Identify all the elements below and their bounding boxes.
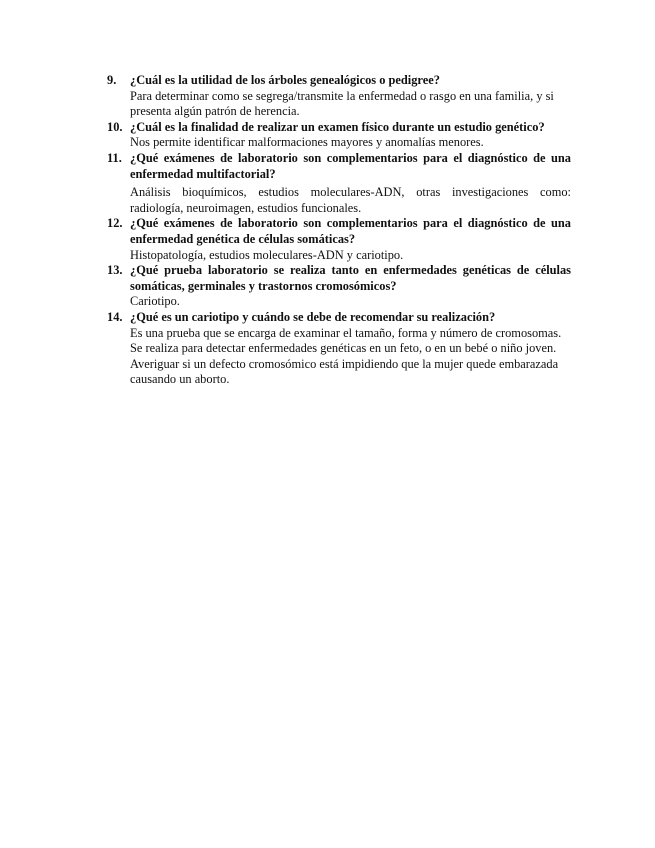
question-number: 13. [107,263,123,278]
question-item-13 [107,263,571,310]
question-text: ¿Cuál es la utilidad de los árboles genealógicos o pedigree? [130,73,440,87]
question-number: 10. [107,119,123,134]
answer-text: Histopatología, estudios moleculares-ADN y cariotipo. [130,247,404,262]
question-text: ¿Qué exámenes de laboratorio son complementarios para el diagnóstico de una enfermedad genética de células somáticas? [130,216,571,246]
answer-text: Nos permite identificar malformaciones mayores y anomalías menores. [130,135,484,150]
answer-text: Es una prueba que se encarga de examinar el tamaño, forma y número de cromosomas. Se realiza para detectar enfermedades genéticas en un feto, o en un bebé o niño joven. Averiguar si un defecto cromosómico está impidiendo que la mujer quede embarazada causando un aborto. [130,325,562,387]
question-text: ¿Qué prueba laboratorio se realiza tanto en enfermedades genéticas de células somáticas, germinales y trastornos cromosómicos? [130,263,571,293]
question-text: ¿Cuál es la finalidad de realizar un examen físico durante un estudio genético? [130,119,545,134]
question-item-12 [107,216,571,263]
question-number: 14. [107,309,123,324]
question-list [107,73,571,388]
question-number: 11. [107,150,122,165]
question-number: 12. [107,216,123,231]
question-item-10 [107,120,571,151]
question-text: ¿Qué exámenes de laboratorio son complementarios para el diagnóstico de una enfermedad multifactorial? [130,150,571,181]
question-text: ¿Qué es un cariotipo y cuándo se debe de recomendar su realización? [130,309,496,324]
answer-text: Para determinar como se segrega/transmite la enfermedad o rasgo en una familia, y si presenta algún patrón de herencia. [130,88,554,119]
question-item-11 [107,151,571,216]
question-item-9 [107,73,571,120]
question-number: 9. [107,73,117,87]
answer-text: Análisis bioquímicos, estudios moleculares-ADN, otras investigaciones como: radiología, neuroimagen, estudios funcionales. [130,185,571,215]
answer-text: Cariotipo. [130,294,180,309]
question-item-14 [107,310,571,388]
